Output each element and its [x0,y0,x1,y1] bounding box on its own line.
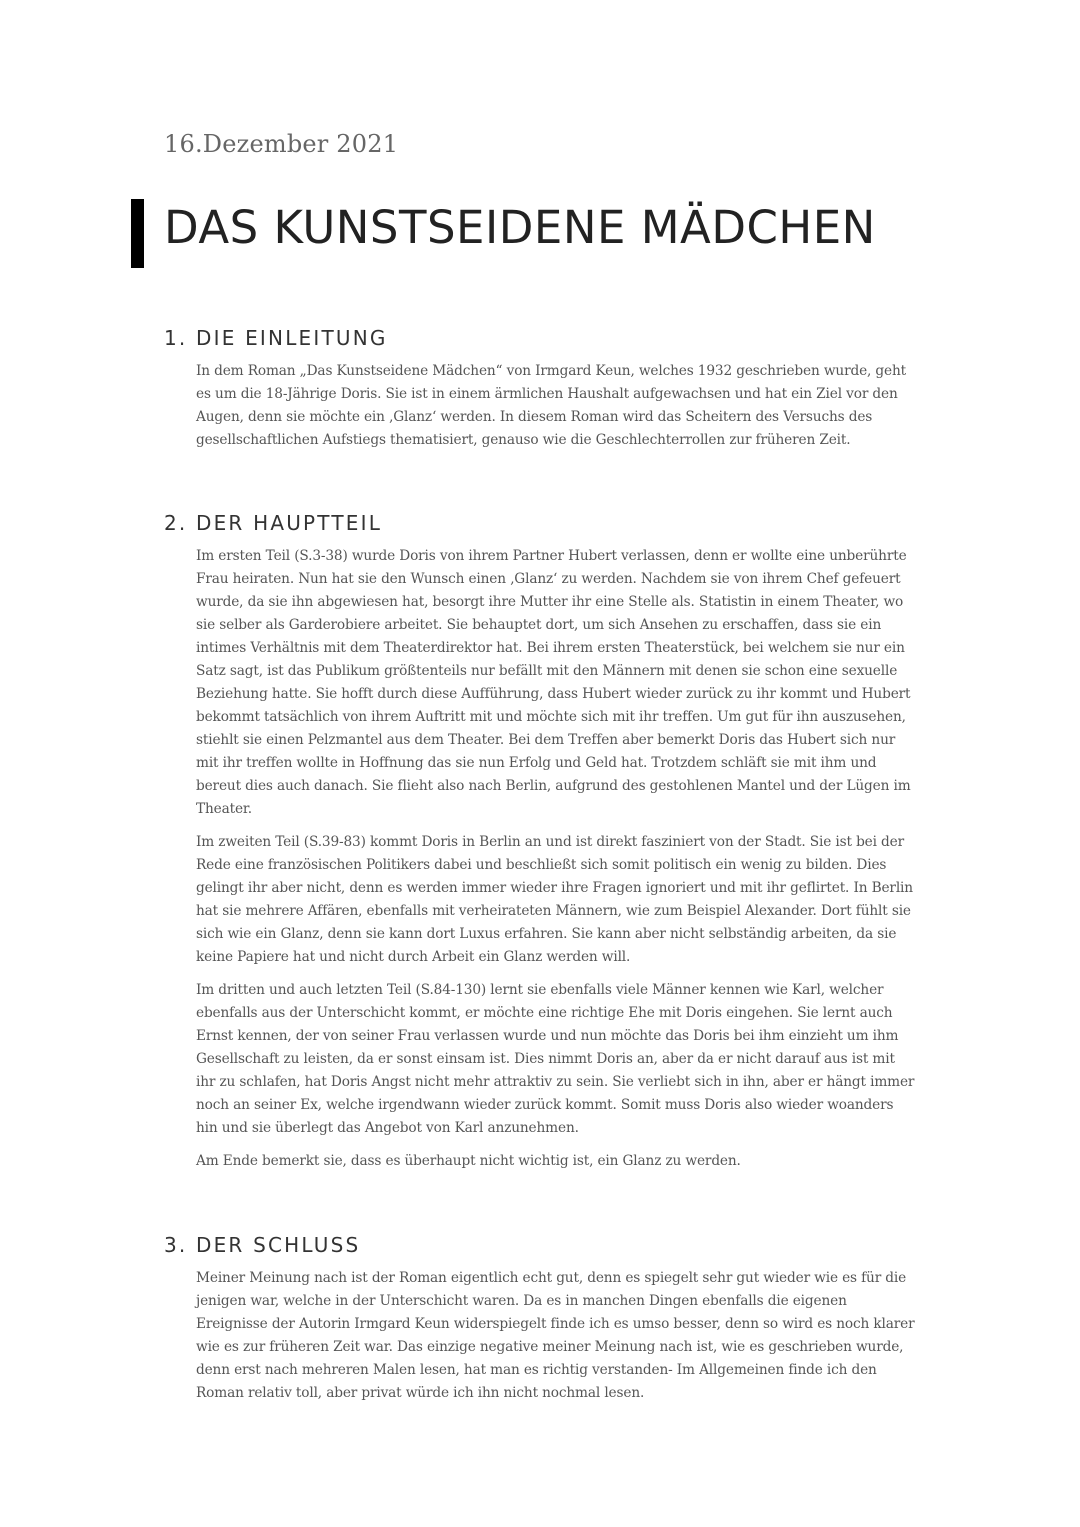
document-date: 16.Dezember 2021 [164,130,399,158]
section-main-part [164,511,924,1183]
paragraph: Meiner Meinung nach ist der Roman eigentlich echt gut, denn es spiegelt sehr gut wieder wie es für die jenigen war, welche in der Unterschicht waren. Da es in manchen Dingen ebenfalls die eigenen Ereignisse der Autorin Irmgard Keun widerspiegelt finde ich es umso besser, denn so wird es noch klarer wie es zur früheren Zeit war. Das einzige negative meiner Meinung nach ist, wie es geschrieben wurde, denn erst nach mehreren Malen lesen, hat man es richtig verstanden- Im Allgemeinen finde ich den Roman relativ toll, aber privat würde ich ihn nicht nochmal lesen. [196,1270,915,1401]
section-title: DER SCHLUSS [196,1233,361,1257]
paragraph: Im zweiten Teil (S.39-83) kommt Doris in Berlin an und ist direkt fasziniert von der Stadt. Sie ist bei der Rede eine französischen Politikers dabei und beschließt sich somit politisch ein wenig zu bilden. Dies gelingt ihr aber nicht, denn es werden immer wieder ihre Fragen ignoriert und mit ihr geflirtet. In Berlin hat sie mehrere Affären, ebenfalls mit verheirateten Männern, wie zum Beispiel Alexander. Dort fühlt sie sich wie ein Glanz, denn sie kann dort Luxus erfahren. Sie kann aber nicht selbständig arbeiten, da sie keine Papiere hat und nicht durch Arbeit ein Glanz werden will. [196,834,913,965]
paragraph: Im dritten und auch letzten Teil (S.84-130) lernt sie ebenfalls viele Männer kennen wie Karl, welcher ebenfalls aus der Unterschicht kommt, er möchte eine richtige Ehe mit Doris eingehen. Sie lernt auch Ernst kennen, der von seiner Frau verlassen wurde und nun möchte das Doris bei ihm einzieht um ihm Gesellschaft zu leisten, da er sonst einsam ist. Dies nimmt Doris an, aber da er nicht darauf aus ist mit ihr zu schlafen, hat Doris Angst nicht mehr attraktiv zu sein. Sie verliebt sich in ihn, aber er hängt immer noch an seiner Ex, welche irgendwann wieder zurück kommt. Somit muss Doris also wieder woanders hin und sie überlegt das Angebot von Karl anzunehmen. [196,982,915,1136]
section-title: DER HAUPTTEIL [196,511,383,535]
section-number: 3. [164,1233,188,1257]
section-number: 2. [164,511,188,535]
section-body [196,545,918,1173]
paragraph: Im ersten Teil (S.3-38) wurde Doris von ihrem Partner Hubert verlassen, denn er wollte eine unberührte Frau heiraten. Nun hat sie den Wunsch einen ‚Glanz‘ zu werden. Nachdem sie von ihrem Chef gefeuert wurde, da sie ihn abgewiesen hat, besorgt ihre Mutter ihr eine Stelle als. Statistin in einem Theater, wo sie selber als Garderobiere arbeitet. Sie behauptet dort, um sich Ansehen zu erschaffen, dass sie ein intimes Verhältnis mit dem Theaterdirektor hat. Bei ihrem ersten Theaterstück, bei welchem sie nur ein Satz sagt, ist das Publikum größtenteils nur befällt mit den Männern mit denen sie schon eine sexuelle Beziehung hatte. Sie hofft durch diese Aufführung, dass Hubert wieder zurück zu ihr kommt und Hubert bekommt tatsächlich von ihrem Auftritt mit und möchte sich mit ihr treffen. Um gut für ihn auszusehen, stiehlt sie einen Pelzmantel aus dem Theater. Bei dem Treffen aber bemerkt Doris das Hubert sich nur mit ihr treffen wollte in Hoffnung das sie nun Erfolg und Geld hat. Trotzdem schläft sie mit ihm und bereut dies auch danach. Sie flieht also nach Berlin, aufgrund des gestohlenen Mantel und der Lügen im Theater. [196,548,911,817]
section-conclusion [164,1233,924,1415]
section-heading [164,511,924,535]
section-heading [164,326,924,350]
section-body [196,1267,918,1405]
section-number: 1. [164,326,188,350]
document-title: DAS KUNSTSEIDENE MÄDCHEN [164,201,876,254]
paragraph: In dem Roman „Das Kunstseidene Mädchen“ von Irmgard Keun, welches 1932 geschrieben wurde, geht es um die 18-Jährige Doris. Sie ist in einem ärmlichen Haushalt aufgewachsen und hat ein Ziel vor den Augen, denn sie möchte ein ‚Glanz‘ werden. In diesem Roman wird das Scheitern des Versuchs des gesellschaftlichen Aufstiegs thematisiert, genauso wie die Geschlechterrollen zur früheren Zeit. [196,363,907,448]
section-heading [164,1233,924,1257]
paragraph: Am Ende bemerkt sie, dass es überhaupt nicht wichtig ist, ein Glanz zu werden. [196,1153,741,1169]
section-body [196,360,918,452]
section-title: DIE EINLEITUNG [196,326,388,350]
section-introduction [164,326,924,462]
title-accent-bar [131,199,144,268]
